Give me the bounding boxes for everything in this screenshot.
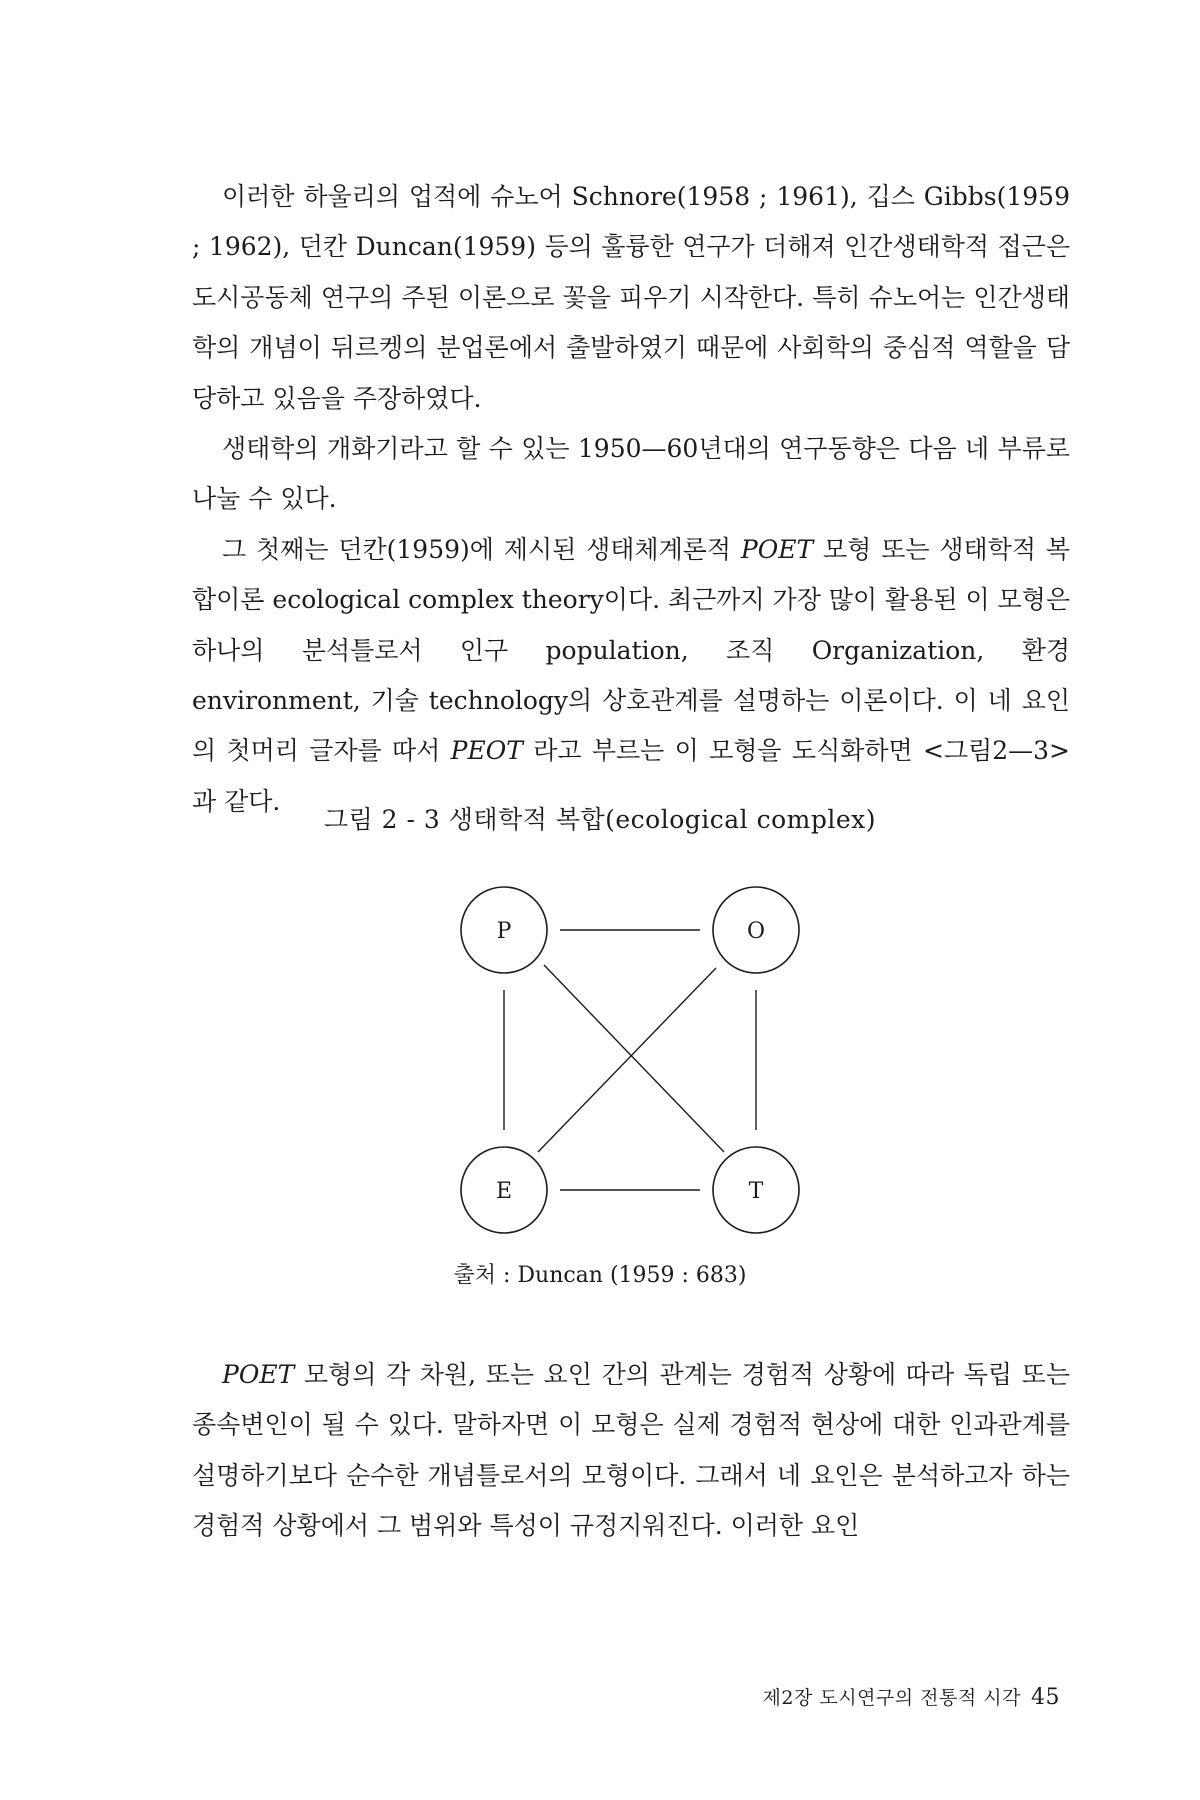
paragraph-3-lead: 그 첫째는 던칸(1959)에 제시된 생태체계론적 (222, 534, 741, 564)
edge-p-t (544, 965, 724, 1152)
peot-term: PEOT (450, 736, 523, 766)
figure-source: 출처 : Duncan (1959 : 683) (453, 1263, 747, 1288)
chapter-title: 제2장 도시연구의 전통적 시각 (762, 1687, 1021, 1709)
text-block-upper (192, 172, 1070, 827)
running-footer (763, 1683, 1060, 1710)
node-o-label: O (746, 919, 766, 944)
edge-o-e (538, 968, 716, 1152)
node-p-label: P (496, 919, 512, 944)
poet-diagram (400, 860, 840, 1240)
paragraph-2: 생태학의 개화기라고 할 수 있는 1950—60년대의 연구동향은 다음 네 부류로 나눌 수 있다. (192, 434, 1070, 514)
poet-term-2: POET (222, 1360, 295, 1389)
paragraph-3 (192, 525, 1070, 827)
paragraph-1: 이러한 하울리의 업적에 슈노어 Schnore(1958 ; 1961), 깁스 Gibbs(1959 ; 1962), 던칸 Duncan(1959) 등의 훌륭한 연구가 더해져 인간생태학적 접근은 도시공동체 연구의 주된 이론으로 꽃을 피우기 시작한다. 특히 슈노어는 인간생태학의 개념이 뒤르켕의 분업론에서 출발하였기 때문에 사회학의 중심적 역할을 담당하고 있음을 주장하였다. (192, 182, 1070, 413)
paragraph-3-body: 모형 또는 생태학적 복합이론 ecological complex theory이다. 최근까지 가장 많이 활용된 이 모형은 하나의 분석틀로서 인구 population, 조직 Organization, 환경 environment, 기술 technology의 상호관계를 설명하는 이론이다. 이 네 요인의 첫머리 글자를 따서 (192, 534, 1071, 766)
poet-diagram-svg (400, 860, 840, 1240)
page-number: 45 (1031, 1685, 1060, 1710)
node-t-label: T (748, 1179, 764, 1204)
paragraph-4-body: 모형의 각 차원, 또는 요인 간의 관계는 경험적 상황에 따라 독립 또는 종속변인이 될 수 있다. 말하자면 이 모형은 실제 경험적 현상에 대한 인과관계를 설명하기보다 순수한 개념틀로서의 모형이다. 그래서 네 요인은 분석하고자 하는 경험적 상황에서 그 범위와 특성이 규정지워진다. 이러한 요인 (192, 1360, 1070, 1541)
node-e-label: E (495, 1179, 513, 1204)
poet-term: POET (740, 534, 814, 564)
paragraph-3-end: 라고 부르는 이 모형을 도식화하면 <그림2—3>과 같다. (192, 736, 1070, 816)
text-block-lower (192, 1350, 1070, 1552)
paragraph-4 (192, 1350, 1070, 1552)
figure-caption: 그림 2 - 3 생태학적 복합(ecological complex) (323, 805, 877, 834)
